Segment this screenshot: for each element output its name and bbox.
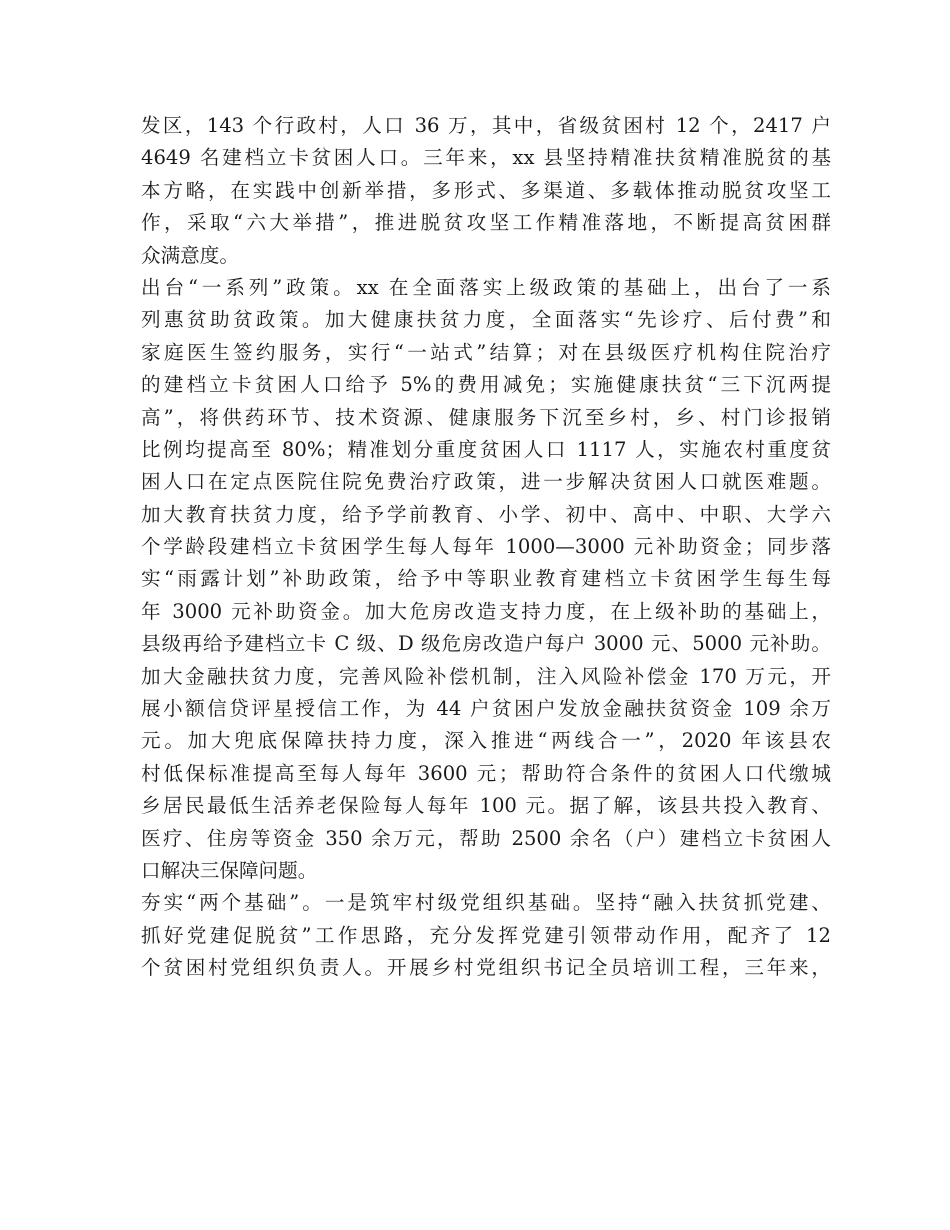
text-line: 困人口在定点医院住院免费治疗政策，进一步解决贫困人口就医难题。 <box>141 470 831 494</box>
text-line: 实“雨露计划”补助政策，给予中等职业教育建档立卡贫困学生每生每 <box>141 567 831 591</box>
text-line: 作，采取“六大举措”，推进脱贫攻坚工作精准落地，不断提高贫困群 <box>141 211 831 235</box>
text-line: 列惠贫助贫政策。加大健康扶贫力度，全面落实“先诊疗、后付费”和 <box>141 308 831 332</box>
text-line: 个贫困村党组织负责人。开展乡村党组织书记全员培训工程，三年来， <box>141 956 831 980</box>
text-line: 个学龄段建档立卡贫困学生每人每年 1000—3000 元补助资金；同步落 <box>141 535 831 559</box>
text-line: 众满意度。 <box>141 243 239 267</box>
text-line: 县级再给予建档立卡 C 级、D 级危房改造户每户 3000 元、5000 元补助。 <box>141 632 831 656</box>
text-line: 4649 名建档立卡贫困人口。三年来，xx 县坚持精准扶贫精准脱贫的基 <box>141 146 831 170</box>
text-line: 年 3000 元补助资金。加大危房改造支持力度，在上级补助的基础上， <box>141 599 831 623</box>
text-line: 展小额信贷评星授信工作，为 44 户贫困户发放金融扶贫资金 109 余万 <box>141 697 831 721</box>
text-line: 的建档立卡贫困人口给予 5%的费用减免；实施健康扶贫“三下沉两提 <box>141 373 831 397</box>
text-line: 元。加大兜底保障扶持力度，深入推进“两线合一”，2020 年该县农 <box>141 729 831 753</box>
text-line: 加大教育扶贫力度，给予学前教育、小学、初中、高中、中职、大学六 <box>141 502 831 526</box>
text-line: 口解决三保障问题。 <box>141 858 318 882</box>
text-line: 高”，将供药环节、技术资源、健康服务下沉至乡村，乡、村门诊报销 <box>141 405 831 429</box>
text-line: 加大金融扶贫力度，完善风险补偿机制，注入风险补偿金 170 万元，开 <box>141 664 831 688</box>
text-line: 家庭医生签约服务，实行“一站式”结算；对在县级医疗机构住院治疗 <box>141 340 831 364</box>
text-line: 发区，143 个行政村，人口 36 万，其中，省级贫困村 12 个，2417 户 <box>141 114 831 137</box>
text-line: 比例均提高至 80%；精准划分重度贫困人口 1117 人，实施农村重度贫 <box>141 437 831 461</box>
text-line: 抓好党建促脱贫”工作思路，充分发挥党建引领带动作用，配齐了 12 <box>141 923 831 947</box>
text-line: 本方略，在实践中创新举措，多形式、多渠道、多载体推动脱贫攻坚工 <box>141 178 831 202</box>
text-line: 夯实“两个基础”。一是筑牢村级党组织基础。坚持“融入扶贫抓党建、 <box>141 891 831 915</box>
text-line: 乡居民最低生活养老保险每人每年 100 元。据了解，该县共投入教育、 <box>141 794 831 818</box>
text-line: 出台“一系列”政策。xx 在全面落实上级政策的基础上，出台了一系 <box>141 275 831 299</box>
text-line: 医疗、住房等资金 350 余万元，帮助 2500 余名（户）建档立卡贫困人 <box>141 826 831 850</box>
text-line: 村低保标准提高至每人每年 3600 元；帮助符合条件的贫困人口代缴城 <box>141 761 831 785</box>
body-text <box>141 110 831 985</box>
